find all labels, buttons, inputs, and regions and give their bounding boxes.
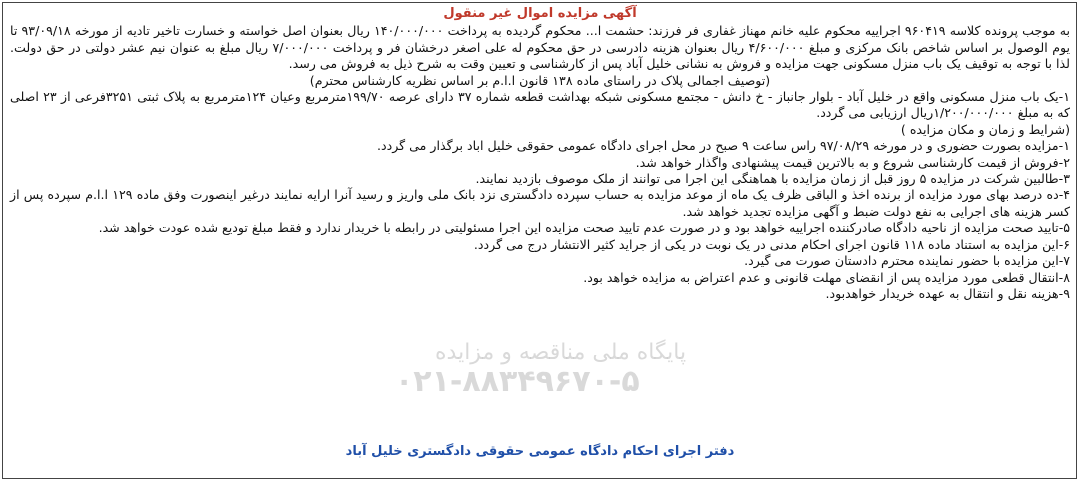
condition-item-2: ۲-فروش از قیمت کارشناسی شروع و به بالاترین قیمت پیشنهادی واگذار خواهد شد. [635, 154, 1070, 170]
condition-item-1: ۱-مزایده بصورت حضوری و در مورخه ۹۷/۰۸/۲۹ راس ساعت ۹ صبح در محل اجرای دادگاه عمومی حقوقی خلیل اباد برگذار می گردد. [377, 138, 1070, 154]
condition-item-6: ۶-این مزایده به استناد ماده ۱۱۸ قانون اجرای احکام مدنی در یک نوبت در یکی از جراید کثیر الانتشار درج می گردد. [473, 236, 1070, 252]
conditions-heading: (شرایط و زمان و مکان مزایده ) [900, 121, 1070, 137]
intro-paragraph: به موجب پرونده کلاسه ۹۶۰۴۱۹ اجراییه محکوم علیه خانم مهناز غفاری فر فرزند: حشمت ا... محکوم گردیده به پرداخت ۱۴۰/۰۰۰/۰۰۰ ریال بعنوان اصل خواسته و خسارت تاخیر تادیه از مورخه ۹۳/۰۹/۱۸ تا یوم الوصول بر اساس شاخص بانک مرکزی و مبلغ ۴/۶۰۰/۰۰۰ ریال بعنوان هزینه دادرسی در حق محکوم له علی اصغر درخشان فر و پرداخت ۷/۰۰۰/۰۰۰ ریال مبلغ به عنوان نیم عشر دولتی در حق دولت. لذا با توجه به توقیف یک باب منزل مسکونی جهت مزایده و فروش به نشانی خلیل آباد پس از کارشناسی و تعیین وقت به شرح ذیل به فروش می رسد. [10, 23, 1071, 72]
notice-title: آگهی مزایده اموال غیر منقول [443, 6, 637, 21]
watermark-site-text: پایگاه ملی مناقصه و مزایده [435, 340, 687, 365]
condition-item-8: ۸-انتقال قطعی مورد مزایده پس از انقضای مهلت قانونی و عدم اعتراض به مزایده خواهد بود. [583, 269, 1070, 285]
condition-item-5: ۵-تایید صحت مزایده از ناحیه دادگاه صادرکننده اجراییه خواهد بود و در صورت عدم تایید صحت مزایده این اجرا مسئولیتی در رابطه با خریدار ندارد و فقط مبلغ تودیع شده عودت خواهد شد. [98, 220, 1070, 236]
condition-item-7: ۷-این مزایده با حضور نماینده محترم دادستان صورت می گیرد. [744, 253, 1070, 269]
issuer-footer: دفتر اجرای احکام دادگاه عمومی حقوقی دادگستری خلیل آباد [345, 444, 735, 459]
description-heading: (توصیف اجمالی پلاک در راستای ماده ۱۳۸ قانون ا.ا.م بر اساس نظریه کارشناس محترم) [309, 72, 771, 88]
auction-notice [10, 6, 1070, 302]
condition-item-3: ۳-طالبین شرکت در مزایده ۵ روز قبل از زمان مزایده با هماهنگی این اجرا می توانند از ملک موصوف بازدید نمایند. [475, 171, 1070, 187]
watermark-phone: ۰۲۱-۸۸۳۴۹۶۷۰-۵ [395, 364, 640, 399]
condition-item-4: ۴-ده درصد بهای مورد مزایده از برنده اخذ و الباقی ظرف یک ماه از موعد مزایده به حساب سپرده دادگستری نزد بانک ملی واریز و رسید آنرا ارایه نمایند درغیر اینصورت وفق ماده ۱۲۹ ا.ا.م سپرده پس از کسر هزینه های اجرایی به نفع دولت ضبط و آگهی مزایده تجدید خواهد شد. [10, 187, 1071, 219]
property-item: ۱-یک باب منزل مسکونی واقع در خلیل آباد - بلوار جانباز - خ دانش - مجتمع مسکونی شبکه بهداشت قطعه شماره ۳۷ دارای عرصه ۱۹۹/۷۰مترمربع وعیان ۱۲۴مترمربع به پلاک ثبتی ۳۲۵۱فرعی از ۲۳ اصلی که به مبلغ ۱/۲۰۰/۰۰۰/۰۰۰ریال ارزیابی می گردد. [10, 89, 1070, 121]
condition-item-9: ۹-هزینه نقل و انتقال به عهده خریدار خواهدبود. [825, 285, 1070, 301]
